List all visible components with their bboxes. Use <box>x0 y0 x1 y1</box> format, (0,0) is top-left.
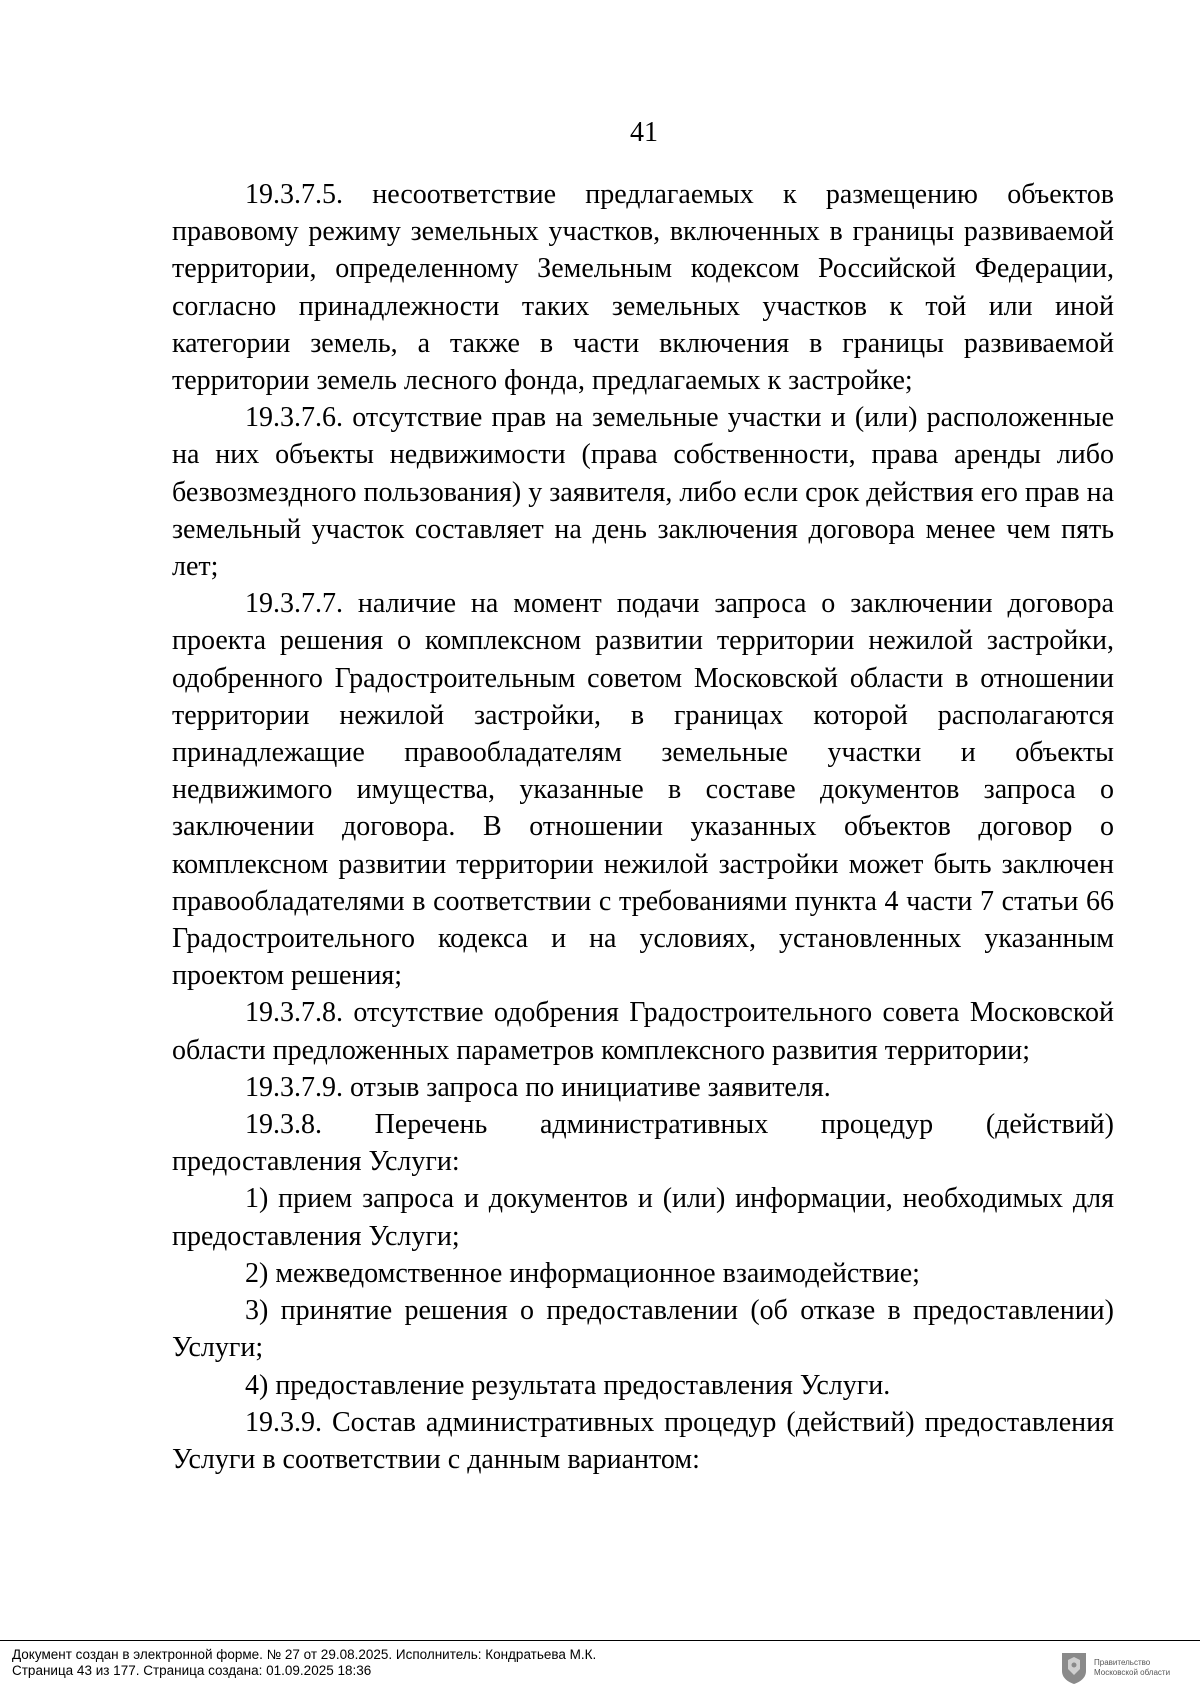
paragraph: 4) предоставление результата предоставления Услуги. <box>245 1369 891 1401</box>
paragraph: 19.3.7.9. отзыв запроса по инициативе заявителя. <box>245 1071 831 1103</box>
footer-document-info: Документ создан в электронной форме. № 27 от 29.08.2025. Исполнитель: Кондратьева М.К. <box>12 1647 597 1662</box>
logo-text-line: Правительство <box>1094 1658 1151 1667</box>
logo-caption <box>1094 1658 1170 1678</box>
footer-info <box>12 1647 596 1679</box>
paragraph: 19.3.8. Перечень административных процедур (действий) предоставления Услуги: <box>172 1109 1114 1178</box>
paragraph: 3) принятие решения о предоставлении (об отказе в предоставлении) Услуги; <box>172 1295 1114 1364</box>
footer-page-info: Страница 43 из 177. Страница создана: 01.09.2025 18:36 <box>12 1663 372 1678</box>
paragraph: 19.3.7.6. отсутствие прав на земельные участки и (или) расположенные на них объекты недвижимости (права собственности, права аренды либо безвозмездного пользования) у заявителя, либо если срок действия его прав на земельный участок составляет на день заключения договора менее чем пять лет; <box>172 402 1114 583</box>
paragraph: 19.3.7.8. отсутствие одобрения Градостроительного совета Московской области предложенных параметров комплексного развития территории; <box>172 997 1114 1066</box>
footer-divider <box>0 1640 1200 1641</box>
paragraph: 19.3.7.7. наличие на момент подачи запроса о заключении договора проекта решения о комплексном развитии территории нежилой застройки, одобренного Градостроительным советом Московской области в отношении территории нежилой застройки, в границах которой располагаются принадлежащие правообладателям земельные участки и объекты недвижимого имущества, указанные в составе документов запроса о заключении договора. В отношении указанных объектов договор о комплексном развитии территории нежилой застройки может быть заключен правообладателями в соответствии с требованиями пункта 4 части 7 статьи 66 Градостроительного кодекса и на условиях, установленных указанным проектом решения; <box>172 588 1114 992</box>
logo-text-line: Московской области <box>1094 1668 1171 1677</box>
page-number: 41 <box>630 117 658 148</box>
paragraph: 19.3.7.5. несоответствие предлагаемых к размещению объектов правовому режиму земельных участков, включенных в границы развиваемой территории, определенному Земельным кодексом Российской Федерации, согласно принадлежности таких земельных участков к той или иной категории земель, а также в части включения в границы развиваемой территории земель лесного фонда, предлагаемых к застройке; <box>172 179 1114 397</box>
paragraph: 2) межведомственное информационное взаимодействие; <box>245 1257 920 1289</box>
document-body <box>172 176 1114 1478</box>
paragraph: 19.3.9. Состав административных процедур (действий) предоставления Услуги в соответствии с данным вариантом: <box>172 1406 1114 1475</box>
coat-of-arms-icon <box>1060 1651 1088 1685</box>
paragraph: 1) прием запроса и документов и (или) информации, необходимых для предоставления Услуги; <box>172 1183 1114 1252</box>
footer-logo <box>1060 1648 1190 1688</box>
